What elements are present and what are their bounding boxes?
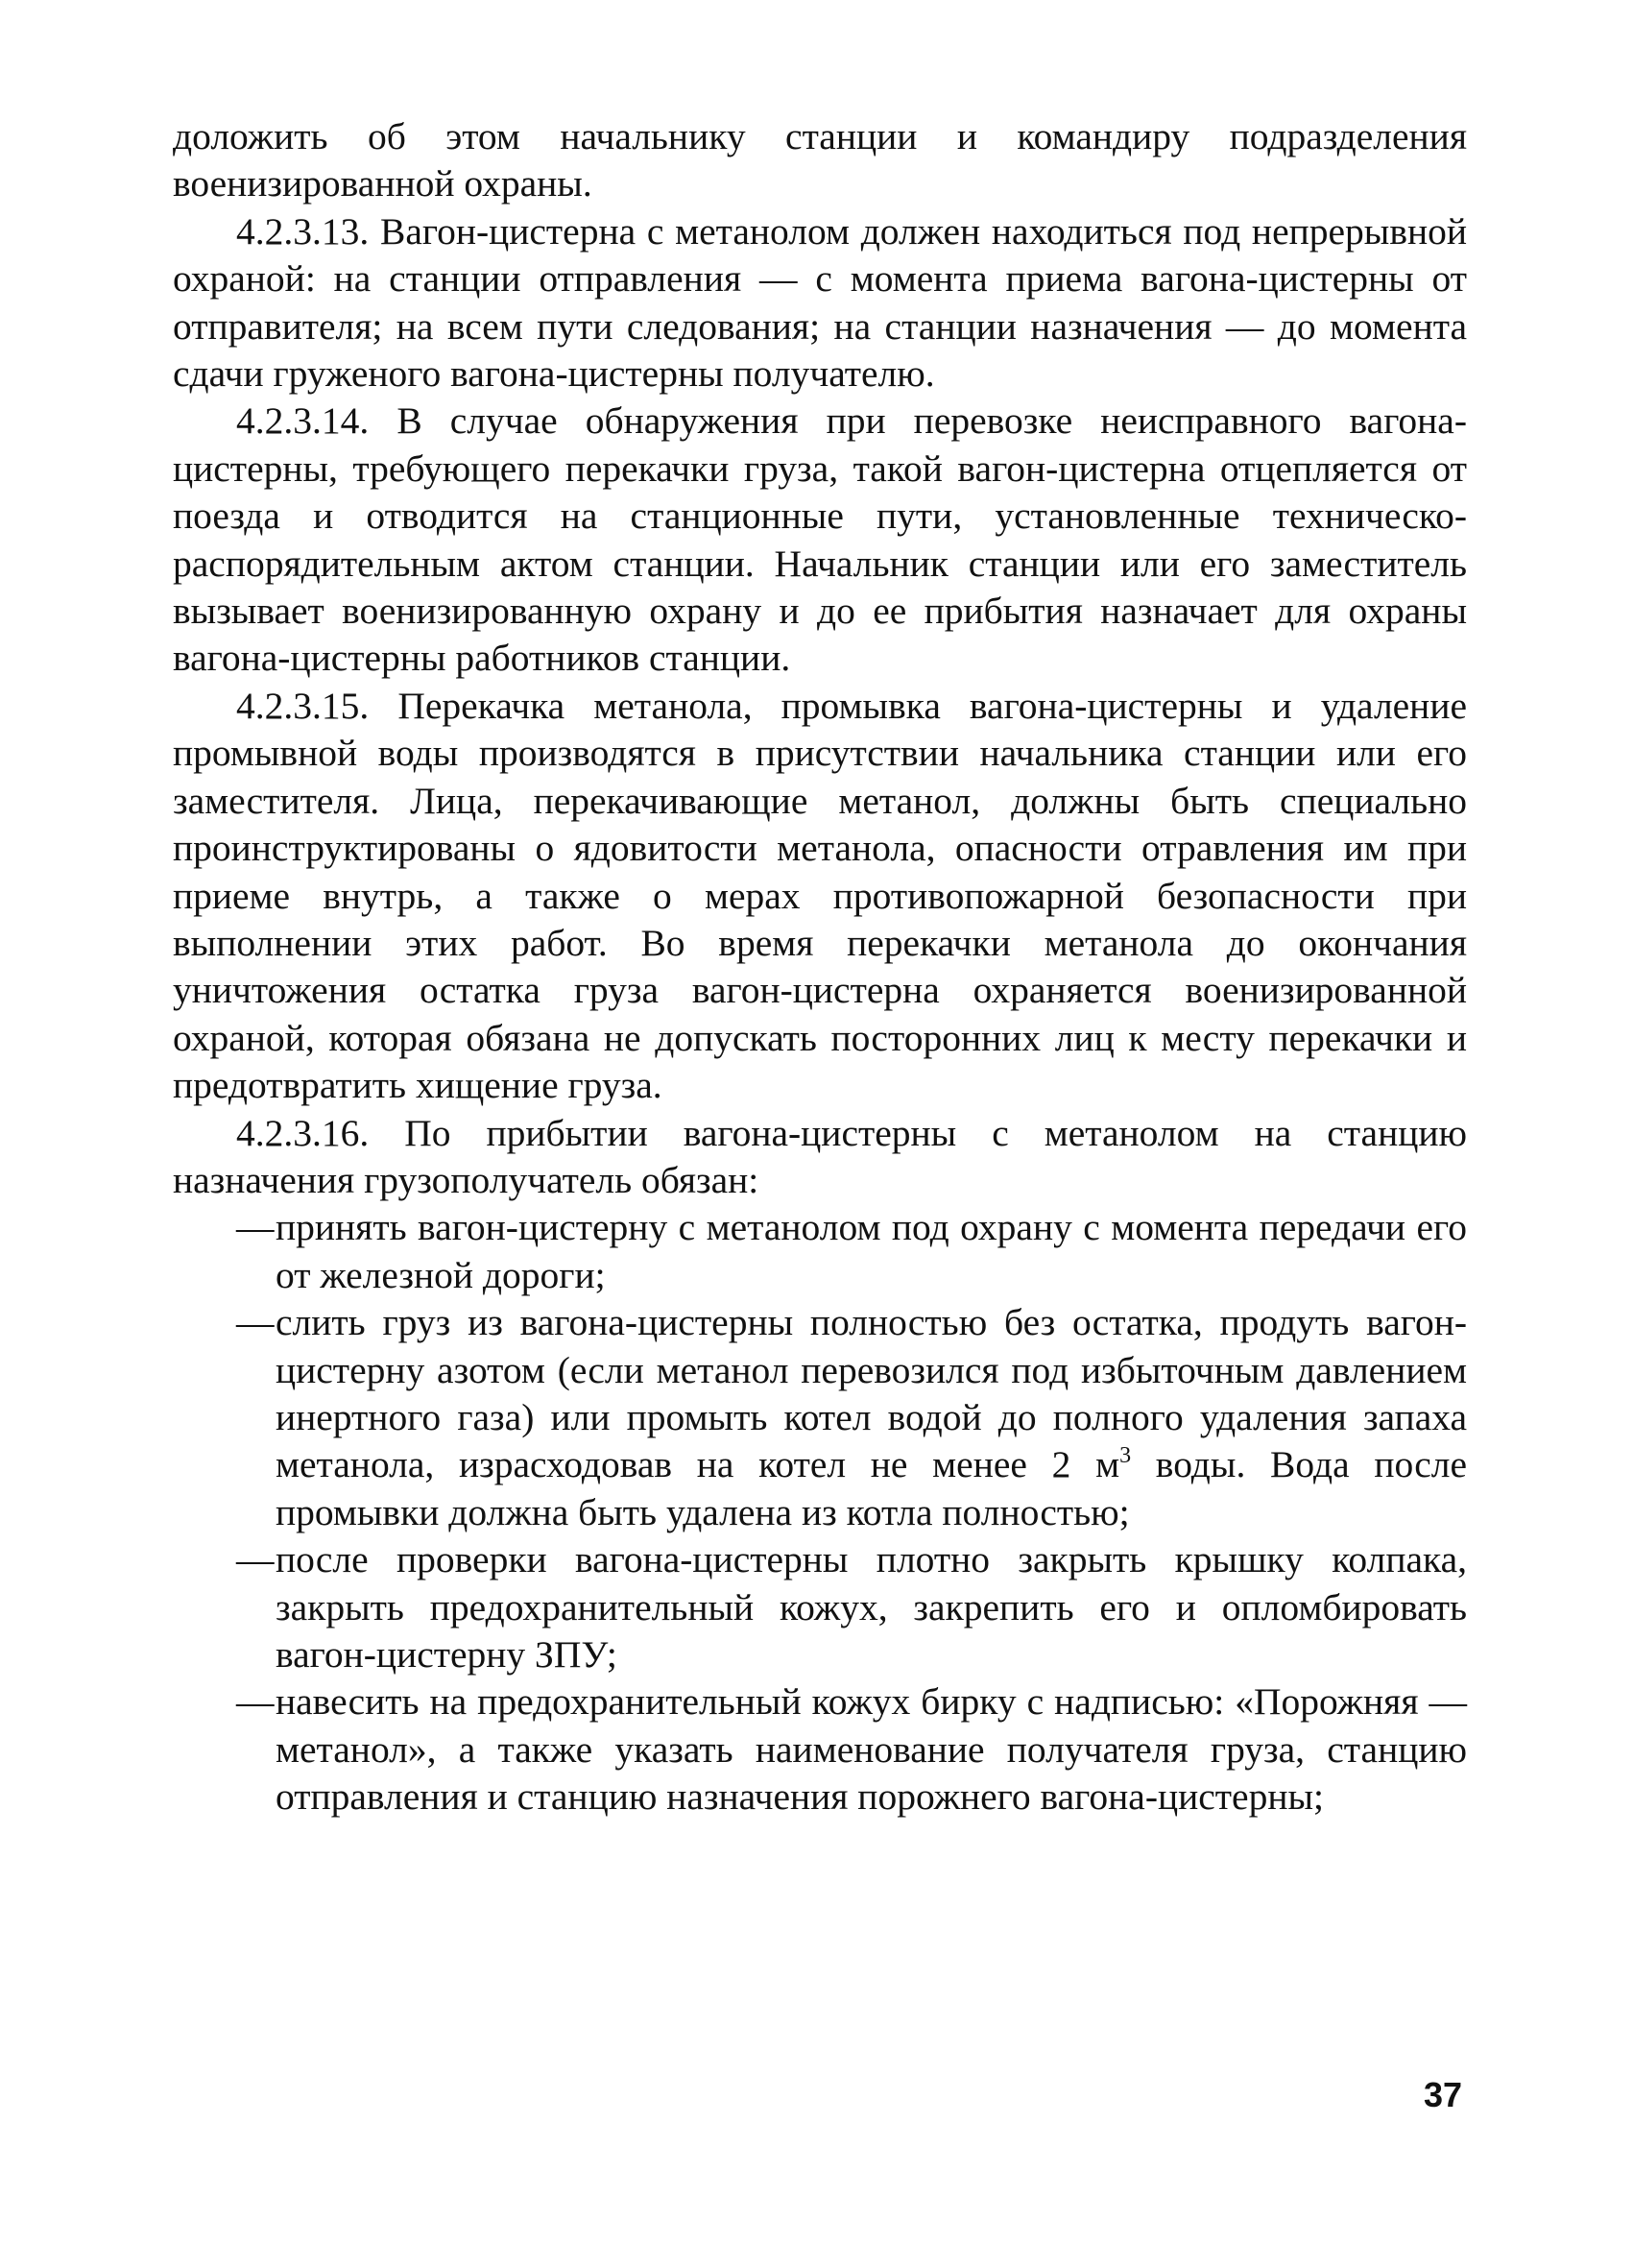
list-item-text-end: воды. Вода после промывки должна быть удалена из котла полностью; bbox=[276, 1443, 1467, 1533]
paragraph-continuation: доложить об этом начальнику станции и командиру подразделения военизированной охраны. bbox=[173, 115, 1467, 205]
list-item-text: после проверки вагона-цистерны плотно закрыть крышку колпака, закрыть предохранительный кожух, закрепить его и опломбировать вагон-цистерну ЗПУ; bbox=[276, 1538, 1467, 1676]
list-item bbox=[173, 1204, 1467, 1299]
list-item-text: навесить на предохранительный кожух бирку с надписью: «Порожняя — метанол», а также указать наименование получателя груза, станцию отправления и станцию назначения порожнего вагона-цистерны; bbox=[276, 1680, 1467, 1819]
list-item bbox=[173, 1678, 1467, 1821]
superscript-exponent: 3 bbox=[1119, 1443, 1132, 1469]
list-item-text: принять вагон-цистерну с метанолом под охрану с момента передачи его от железной дороги; bbox=[276, 1206, 1467, 1296]
paragraph-4-2-3-16: 4.2.3.16. По прибытии вагона-цистерны с метанолом на станцию назначения грузополучатель обязан: bbox=[173, 1111, 1467, 1201]
list-item-text-start: слить груз из вагона-цистерны полностью без остатка, продуть вагон-цистерну азотом (если метанол перевозился под избыточным давлением инертного газа) или промыть котел водой до полного удаления запаха метанола, израсходовав на котел не менее 2 м bbox=[276, 1301, 1467, 1486]
dash-marker: — bbox=[236, 1301, 275, 1344]
document-page bbox=[173, 113, 1467, 1822]
dash-marker: — bbox=[236, 1538, 275, 1581]
dash-marker: — bbox=[236, 1680, 275, 1724]
paragraph-4-2-3-14: 4.2.3.14. В случае обнаружения при перевозке неисправного вагона-цистерны, требующего перекачки груза, такой вагон-цистерна отцепляется от поезда и отводится на станционные пути, установленные техническо-распорядительным актом станции. Начальник станции или его заместитель вызывает военизированную охрану и до ее прибытия назначает для охраны вагона-цистерны работников станции. bbox=[173, 399, 1467, 680]
paragraph-4-2-3-13: 4.2.3.13. Вагон-цистерна с метанолом должен находиться под непрерывной охраной: на станции отправления — с момента приема вагона-цистерны от отправителя; на всем пути следования; на станции назначения — до момента сдачи груженого вагона-цистерны получателю. bbox=[173, 209, 1467, 396]
paragraph-4-2-3-15: 4.2.3.15. Перекачка метанола, промывка вагона-цистерны и удаление промывной воды производятся в присутствии начальника станции или его заместителя. Лица, перекачивающие метанол, должны быть специально проинструктированы о ядовитости метанола, опасности отравления им при приеме внутрь, а также о мерах противопожарной безопасности при выполнении этих работ. Во время перекачки метанола до окончания уничтожения остатка груза вагон-цистерна охраняется военизированной охраной, которая обязана не допускать посторонних лиц к месту перекачки и предотвратить хищение груза. bbox=[173, 684, 1467, 1107]
list-item bbox=[173, 1299, 1467, 1536]
dash-marker: — bbox=[236, 1206, 275, 1249]
page-number: 37 bbox=[1423, 2075, 1462, 2114]
obligations-list bbox=[173, 1204, 1467, 1821]
list-item bbox=[173, 1536, 1467, 1678]
